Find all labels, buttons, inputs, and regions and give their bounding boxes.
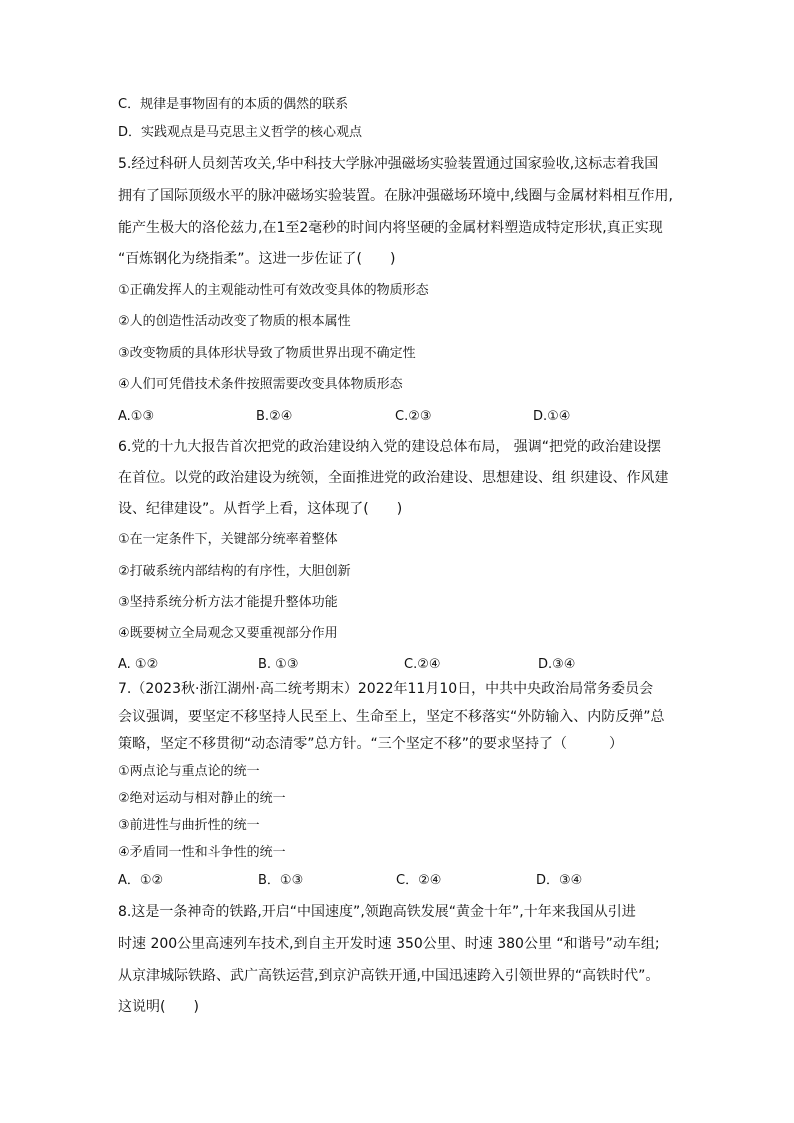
q5-stem-line-3: 能产生极大的洛伦兹力,在1至2毫秒的时间内将坚硬的金属材料塑造成特定形状,真正实现 bbox=[118, 220, 663, 236]
q6-item-4: ④既要树立全局观念又要重视部分作用 bbox=[118, 626, 338, 641]
q5-option-c[interactable]: C.②③ bbox=[395, 409, 432, 424]
q5-option-b[interactable]: B.②④ bbox=[256, 409, 293, 424]
q6-option-a[interactable]: A. ①② bbox=[118, 657, 159, 672]
q8-stem-line-3: 从京津城际铁路、武广高铁运营,到京沪高铁开通,中国迅速跨入引领世界的“高铁时代”。 bbox=[118, 968, 660, 984]
q7-option-d[interactable]: D．③④ bbox=[536, 873, 583, 888]
q7-item-3: ③前进性与曲折性的统一 bbox=[118, 818, 260, 833]
q5-option-d[interactable]: D.①④ bbox=[533, 409, 571, 424]
q7-stem-line-3: 策略，坚定不移贯彻“动态清零”总方针。“三个坚定不移”的要求坚持了（ ） bbox=[118, 736, 624, 752]
q5-option-a[interactable]: A.①③ bbox=[118, 409, 155, 424]
q6-item-1: ①在一定条件下，关键部分统率着整体 bbox=[118, 532, 338, 547]
q5-options bbox=[118, 408, 638, 426]
q7-item-1: ①两点论与重点论的统一 bbox=[118, 764, 260, 779]
q6-option-b[interactable]: B. ①③ bbox=[258, 657, 299, 672]
q7-option-a[interactable]: A．①② bbox=[118, 873, 164, 888]
q5-stem-line-1: 5.经过科研人员刻苦攻关,华中科技大学脉冲强磁场实验装置通过国家验收,这标志着我国 bbox=[118, 156, 659, 172]
q7-option-b[interactable]: B．①③ bbox=[258, 873, 304, 888]
q7-item-4: ④矛盾同一性和斗争性的统一 bbox=[118, 845, 286, 860]
q5-item-4: ④人们可凭借技术条件按照需要改变具体物质形态 bbox=[118, 377, 403, 392]
q5-item-3: ③改变物质的具体形状导致了物质世界出现不确定性 bbox=[118, 346, 416, 361]
q6-stem-line-1: 6.党的十九大报告首次把党的政治建设纳入党的建设总体布局， 强调“把党的政治建设摆 bbox=[118, 439, 662, 455]
q6-stem-line-3: 设、纪律建设”。从哲学上看，这体现了( ) bbox=[118, 501, 403, 517]
q6-item-3: ③坚持系统分析方法才能提升整体功能 bbox=[118, 595, 338, 610]
q5-stem-line-4: “百炼钢化为绕指柔”。这进一步佐证了( ) bbox=[118, 251, 396, 267]
q5-stem-line-2: 拥有了国际顶级水平的脉冲磁场实验装置。在脉冲强磁场环境中,线圈与金属材料相互作用, bbox=[118, 188, 673, 204]
q6-stem-line-2: 在首位。以党的政治建设为统领，全面推进党的政治建设、思想建设、组 织建设、作风建 bbox=[118, 470, 669, 486]
q6-options bbox=[118, 656, 638, 674]
q7-item-2: ②绝对运动与相对静止的统一 bbox=[118, 791, 286, 806]
q8-stem-line-1: 8.这是一条神奇的铁路,开启“中国速度”,领跑高铁发展“黄金十年”,十年来我国从引进 bbox=[118, 904, 636, 920]
q6-option-d[interactable]: D.③④ bbox=[538, 657, 576, 672]
q7-option-c[interactable]: C．②④ bbox=[396, 873, 442, 888]
q6-item-2: ②打破系统内部结构的有序性，大胆创新 bbox=[118, 564, 351, 579]
q6-option-c[interactable]: C.②④ bbox=[404, 657, 441, 672]
prev-option-d: D．实践观点是马克思主义哲学的核心观点 bbox=[118, 125, 363, 140]
q5-item-2: ②人的创造性活动改变了物质的根本属性 bbox=[118, 314, 351, 329]
prev-option-c: C．规律是事物固有的本质的偶然的联系 bbox=[118, 97, 349, 112]
q7-options bbox=[118, 872, 638, 890]
q7-stem-line-1: 7.（2023秋·浙江湖州·高二统考期末）2022年11月10日，中共中央政治局常务委员会 bbox=[118, 681, 654, 697]
q8-stem-line-2: 时速 200公里高速列车技术,到自主开发时速 350公里、时速 380公里 “和谐号”动车组; bbox=[118, 936, 660, 952]
q5-item-1: ①正确发挥人的主观能动性可有效改变具体的物质形态 bbox=[118, 283, 429, 298]
q7-stem-line-2: 会议强调，要坚定不移坚持人民至上、生命至上，坚定不移落实“外防输入、内防反弹”总 bbox=[118, 709, 665, 725]
q8-stem-line-4: 这说明( ) bbox=[118, 999, 199, 1015]
